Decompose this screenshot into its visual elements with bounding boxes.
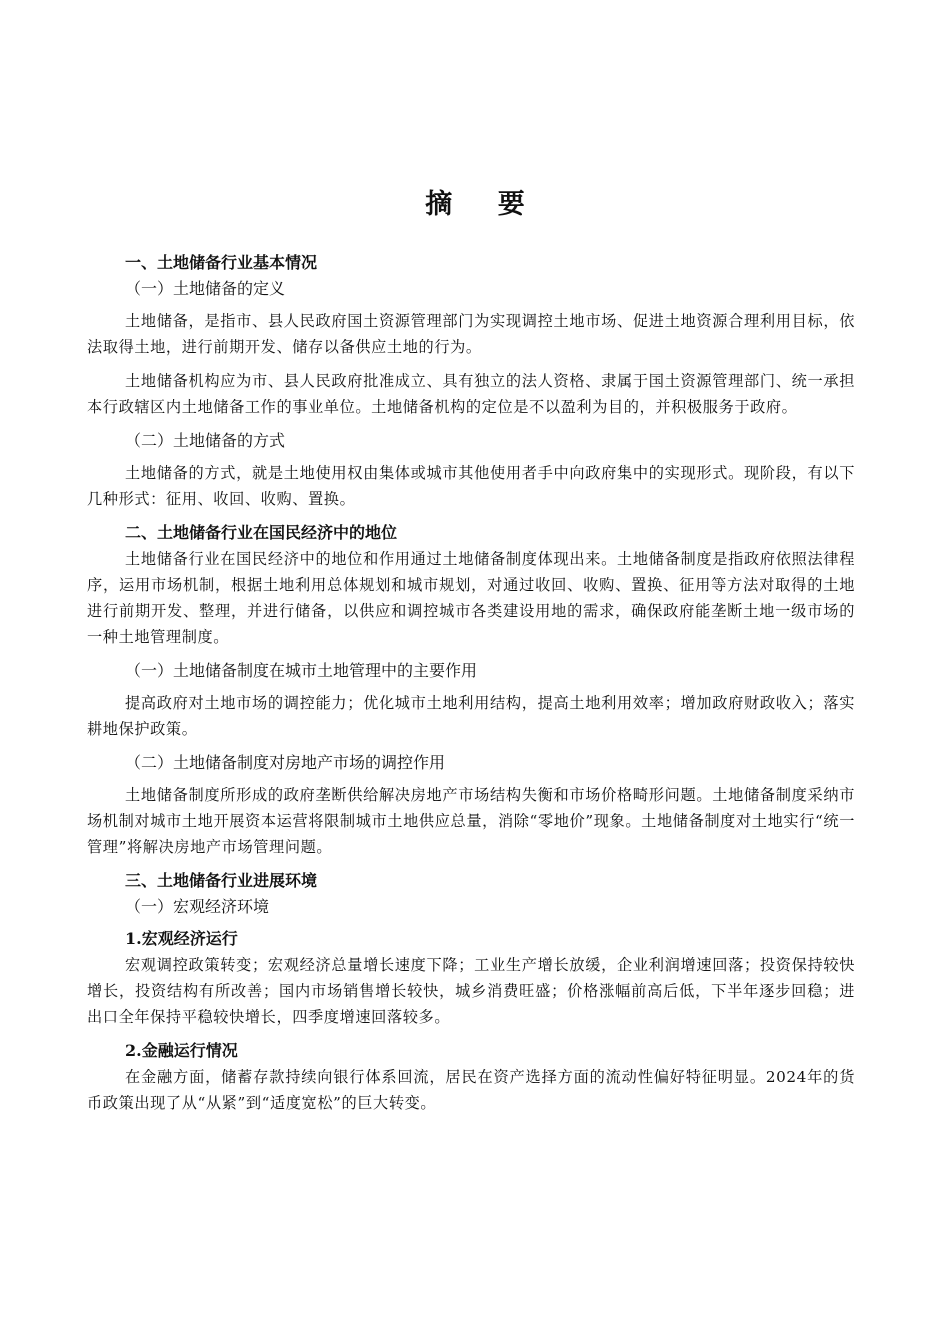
paragraph: 宏观调控政策转变；宏观经济总量增长速度下降；工业生产增长放缓，企业利润增速回落；投资保持较快增长，投资结构有所改善；国内市场销售增长较快，城乡消费旺盛；价格涨幅前高后低，下半年逐步回稳；进出口全年保持平稳较快增长，四季度增速回落较多。 [87, 956, 855, 1026]
paragraph: 土地储备的方式，就是土地使用权由集体或城市其他使用者手中向政府集中的实现形式。现阶段，有以下几种形式：征用、收回、收购、置换。 [87, 464, 855, 508]
subsection-heading-1-1: （一）土地储备的定义 [125, 279, 286, 298]
subsection-heading-2-2: （二）土地储备制度对房地产市场的调控作用 [125, 753, 446, 772]
item-heading-1: 1.宏观经济运行 [125, 929, 238, 948]
subsection-heading-1-2: （二）土地储备的方式 [125, 431, 286, 450]
subsection-heading-3-1: （一）宏观经济环境 [125, 897, 270, 916]
page-title: 摘 要 [425, 189, 543, 220]
paragraph: 提高政府对土地市场的调控能力；优化城市土地利用结构，提高土地利用效率；增加政府财政收入；落实耕地保护政策。 [87, 694, 855, 738]
paragraph: 在金融方面，储蓄存款持续向银行体系回流，居民在资产选择方面的流动性偏好特征明显。2024年的货币政策出现了从“从紧”到“适度宽松”的巨大转变。 [87, 1068, 855, 1112]
section-heading-3: 三、土地储备行业进展环境 [125, 871, 318, 890]
paragraph: 土地储备行业在国民经济中的地位和作用通过土地储备制度体现出来。土地储备制度是指政府依照法律程序，运用市场机制，根据土地利用总体规划和城市规划，对通过收回、收购、置换、征用等方法对取得的土地进行前期开发、整理，并进行储备，以供应和调控城市各类建设用地的需求，确保政府能垄断土地一级市场的一种土地管理制度。 [87, 550, 855, 646]
document-body [87, 250, 855, 1116]
paragraph: 土地储备制度所形成的政府垄断供给解决房地产市场结构失衡和市场价格畸形问题。土地储备制度采纳市场机制对城市土地开展资本运营将限制城市土地供应总量，消除“零地价”现象。土地储备制度对土地实行“统一管理”将解决房地产市场管理问题。 [87, 786, 855, 856]
paragraph: 土地储备机构应为市、县人民政府批准成立、具有独立的法人资格、隶属于国土资源管理部门、统一承担本行政辖区内土地储备工作的事业单位。土地储备机构的定位是不以盈利为目的，并积极服务于政府。 [87, 372, 855, 416]
section-heading-1: 一、土地储备行业基本情况 [125, 253, 318, 272]
section-heading-2: 二、土地储备行业在国民经济中的地位 [125, 523, 398, 542]
item-heading-2: 2.金融运行情况 [125, 1041, 238, 1060]
subsection-heading-2-1: （一）土地储备制度在城市土地管理中的主要作用 [125, 661, 478, 680]
paragraph: 土地储备，是指市、县人民政府国土资源管理部门为实现调控土地市场、促进土地资源合理利用目标，依法取得土地，进行前期开发、储存以备供应土地的行为。 [87, 312, 855, 356]
